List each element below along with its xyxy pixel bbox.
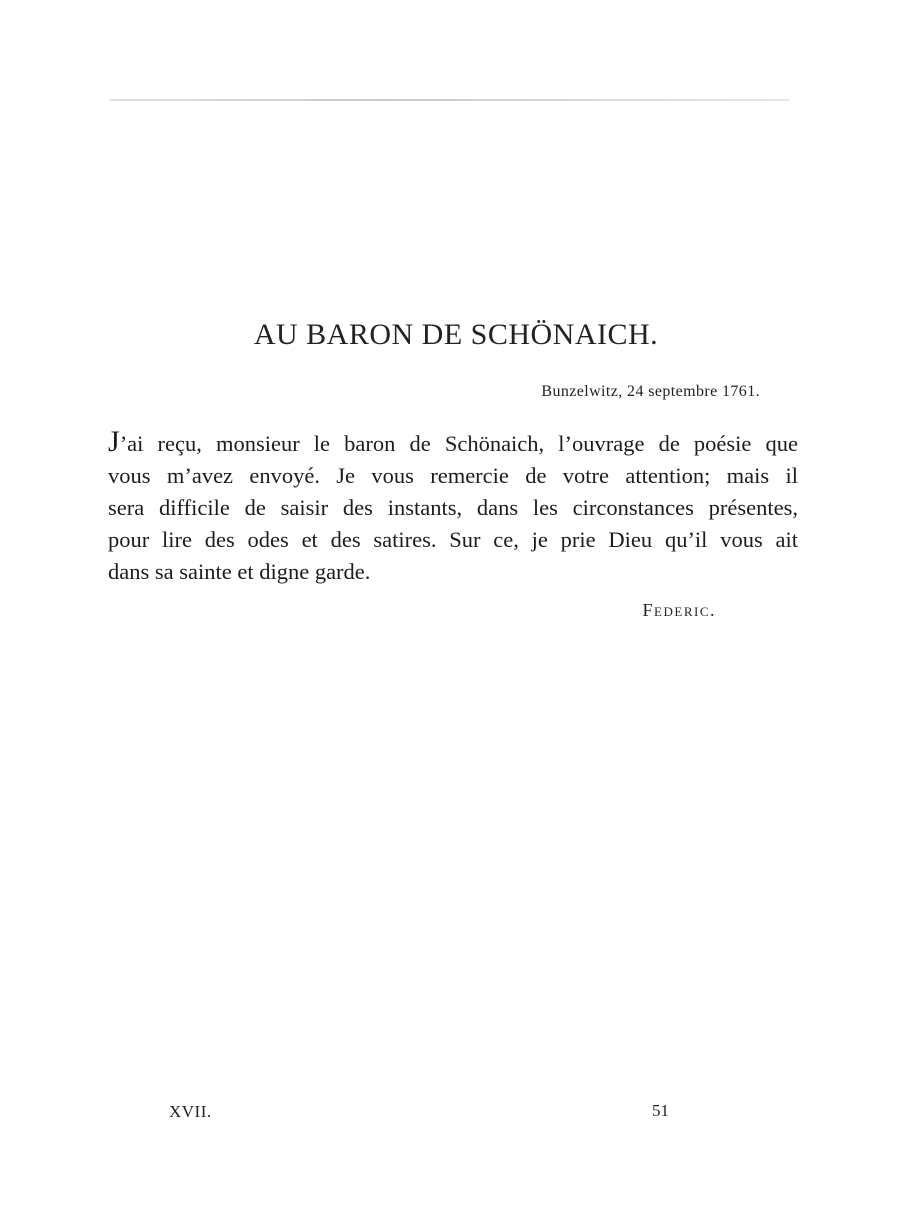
body-line: dans sa sainte et digne garde. bbox=[108, 559, 371, 584]
drop-cap: J bbox=[108, 425, 120, 458]
body-line bbox=[108, 427, 798, 460]
body-line-text: ’ai reçu, monsieur le baron de Schönaich, l’ouvrage de poésie que bbox=[119, 431, 798, 456]
footer-signature-mark: XVII. bbox=[169, 1102, 212, 1121]
signature: Federic. bbox=[642, 600, 716, 620]
body-line: pour lire des odes et des satires. Sur ce, je prie Dieu qu’il vous ait bbox=[108, 527, 798, 552]
body-line: sera difficile de saisir des instants, dans les circonstances présentes, bbox=[108, 495, 798, 520]
body-line: vous m’avez envoyé. Je vous remercie de votre attention; mais il bbox=[108, 463, 798, 488]
page-title: AU BARON DE SCHÖNAICH. bbox=[253, 318, 659, 351]
top-rule bbox=[110, 99, 790, 101]
letter-body bbox=[108, 427, 798, 588]
dateline: Bunzelwitz, 24 septembre 1761. bbox=[541, 383, 760, 400]
page-number: 51 bbox=[652, 1101, 669, 1120]
